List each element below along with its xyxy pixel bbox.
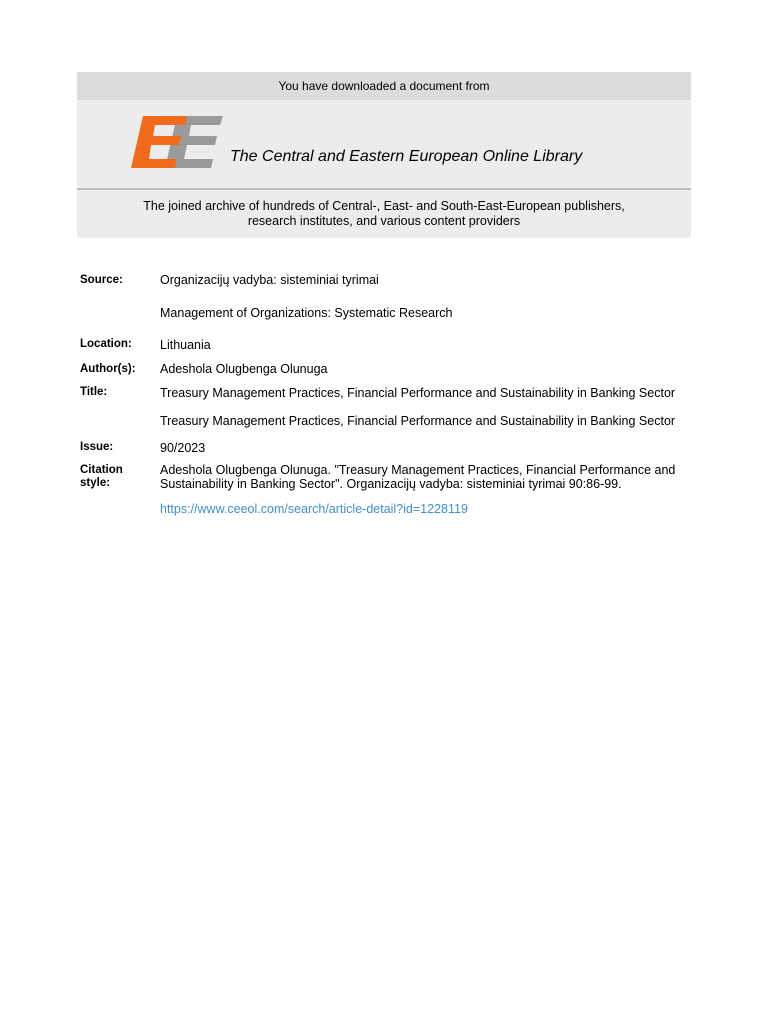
- header-panel: [77, 72, 691, 238]
- header-divider: [77, 188, 691, 190]
- citation-value: Adeshola Olugbenga Olunuga. "Treasury Management Practices, Financial Performance and Sustainability in Banking Sector". Organizacijų vadyba: sisteminiai tyrimai 90:86-99.: [160, 463, 676, 491]
- issue-label: Issue:: [80, 441, 114, 453]
- source-value-en: Management of Organizations: Systematic Research: [160, 306, 453, 320]
- title-value-1: Treasury Management Practices, Financial Performance and Sustainability in Banking Sector: [160, 386, 676, 400]
- download-notice: You have downloaded a document from: [77, 72, 691, 100]
- article-link-container: [160, 502, 680, 516]
- tagline-line-2: research institutes, and various content providers: [247, 214, 521, 228]
- authors-value: Adeshola Olugbenga Olunuga: [160, 362, 328, 376]
- issue-value: 90/2023: [160, 441, 206, 455]
- source-value: Organizacijų vadyba: sisteminiai tyrimai: [160, 273, 379, 287]
- title-value-2: Treasury Management Practices, Financial Performance and Sustainability in Banking Sector: [160, 414, 676, 428]
- tagline-line-1: The joined archive of hundreds of Central-, East- and South-East-European publishers,: [143, 199, 625, 213]
- article-link[interactable]: https://www.ceeol.com/search/article-detail?id=1228119: [160, 502, 468, 516]
- location-value: Lithuania: [160, 338, 211, 352]
- location-label: Location:: [80, 338, 132, 350]
- library-name: The Central and Eastern European Online Library: [230, 148, 583, 165]
- tagline: [77, 199, 691, 229]
- title-label: Title:: [80, 386, 108, 398]
- citation-label-line-1: Citation: [80, 464, 123, 476]
- citation-label: [80, 464, 123, 490]
- citation-label-line-2: style:: [80, 477, 111, 489]
- ceeol-logo-icon: [131, 112, 223, 172]
- source-label: Source:: [80, 274, 123, 286]
- authors-label: Author(s):: [80, 363, 136, 375]
